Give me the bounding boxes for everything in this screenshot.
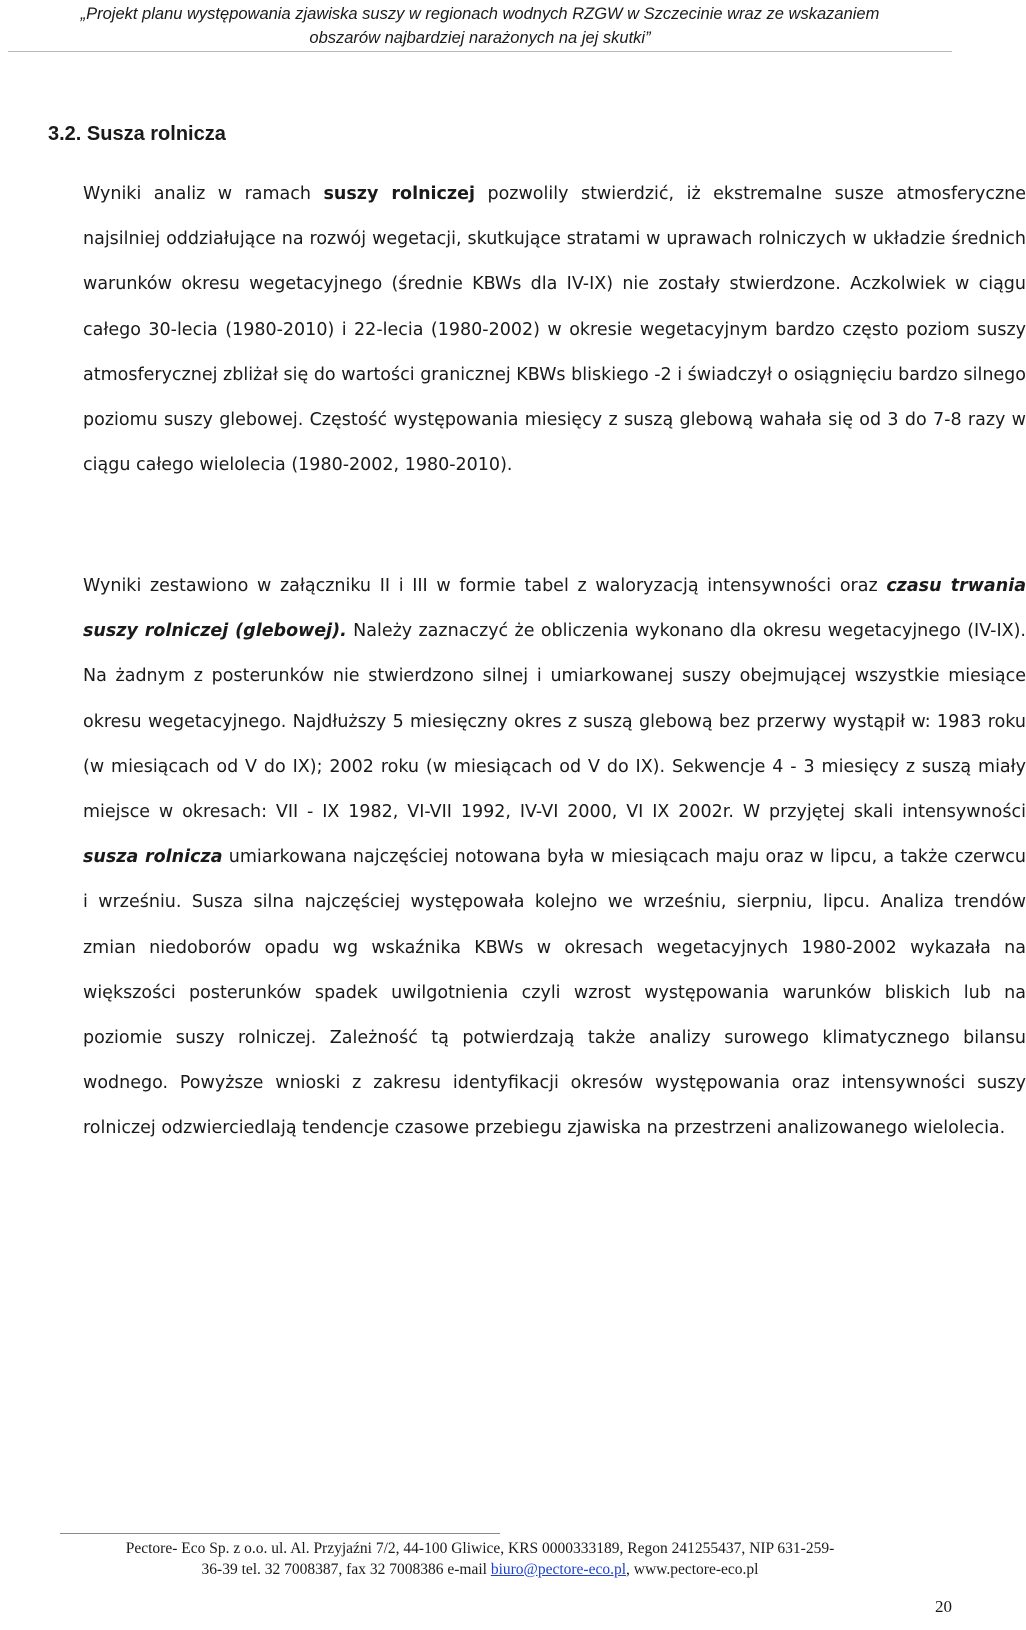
header-line-2: obszarów najbardziej narażonych na jej skutki”: [309, 29, 651, 47]
header-divider: [8, 51, 952, 52]
footer-divider: [60, 1533, 500, 1534]
paragraph-1-text-a: Wyniki analiz w ramach: [83, 184, 324, 204]
header-line-1: „Projekt planu występowania zjawiska suszy w regionach wodnych RZGW w Szczecinie wraz ze wskazaniem: [80, 5, 880, 23]
paragraph-2-text-a: Wyniki zestawiono w załączniku II i III w formie tabel z waloryzacją intensywności oraz: [83, 576, 887, 596]
page-footer: [30, 1538, 930, 1580]
email-link[interactable]: biuro@pectore-eco.pl: [490, 1561, 627, 1578]
section-title: 3.2. Susza rolnicza: [48, 123, 226, 145]
footer-line-2: [30, 1559, 930, 1580]
paragraph-2-text-c: umiarkowana najczęściej notowana była w miesiącach maju oraz w lipcu, a także czerwcu i wrześniu. Susza silna najczęściej występowała kolejno we wrześniu, sierpniu, lipcu. Analiza trendów zmian niedoborów opadu wg wskaźnika KBWs w okresach wegetacyjnych 1980-2002 wykazała na większości posterunków spadek uwilgotnienia czyli wzrost występowania warunków bliskich lub na poziomie suszy rolniczej. Zależność tą potwierdzają także analizy surowego klimatycznego bilansu wodnego. Powyższe wnioski z zakresu identyfikacji okresów występowania oraz intensywności suszy rolniczej odzwierciedlają tendencje czasowe przebiegu zjawiska na przestrzeni analizowanego wielolecia.: [83, 847, 1026, 1139]
footer-line-1: Pectore- Eco Sp. z o.o. ul. Al. Przyjaźni 7/2, 44-100 Gliwice, KRS 0000333189, Regon 241255437, NIP 631-259-: [125, 1540, 835, 1557]
paragraph-1-text-b: pozwolily stwierdzić, iż ekstremalne susze atmosferyczne najsilniej oddziałujące na rozwój wegetacji, skutkujące stratami w uprawach rolniczych w układzie średnich warunków okresu wegetacyjnego (średnie KBWs dla IV-IX) nie zostały stwierdzone. Aczkolwiek w ciągu całego 30-lecia (1980-2010) i 22-lecia (1980-2002) w okresie wegetacyjnym bardzo często poziom suszy atmosferycznej zbliżał się do wartości granicznej KBWs bliskiego -2 i świadczył o osiągnięciu bardzo silnego poziomu suszy glebowej. Częstość występowania miesięcy z suszą glebową wahała się od 3 do 7-8 razy w ciągu całego wielolecia (1980-2002, 1980-2010).: [83, 184, 1026, 476]
footer-website-text: , www.pectore-eco.pl: [626, 1561, 759, 1578]
paragraph-1: [10, 172, 1026, 488]
paragraph-2: [10, 564, 1026, 1152]
paragraph-2-bold-italic-term: susza rolnicza: [83, 847, 223, 868]
footer-contact-text: 36-39 tel. 32 7008387, fax 32 7008386 e-mail: [201, 1561, 491, 1578]
paragraph-2-text-b: Należy zaznaczyć że obliczenia wykonano dla okresu wegetacyjnego (IV-IX). Na żadnym z posterunków nie stwierdzono silnej i umiarkowanej suszy obejmującej wszystkie miesiące okresu wegetacyjnego. Najdłuższy 5 miesięczny okres z suszą glebową bez przerwy wystąpił w: 1983 roku (w miesiącach od V do IX); 2002 roku (w miesiącach od V do IX). Sekwencje 4 - 3 miesięcy z suszą miały miejsce w okresach: VII - IX 1982, VI-VII 1992, IV-VI 2000, VI IX 2002r. W przyjętej skali intensywności: [83, 621, 1026, 823]
paragraph-2-bold-italic-phrase: czasu trwania suszy rolniczej (glebowej).: [83, 576, 1026, 642]
paragraph-1-bold-term: suszy rolniczej: [323, 184, 475, 204]
page-number: 20: [935, 1597, 952, 1616]
page-header: [0, 0, 960, 52]
